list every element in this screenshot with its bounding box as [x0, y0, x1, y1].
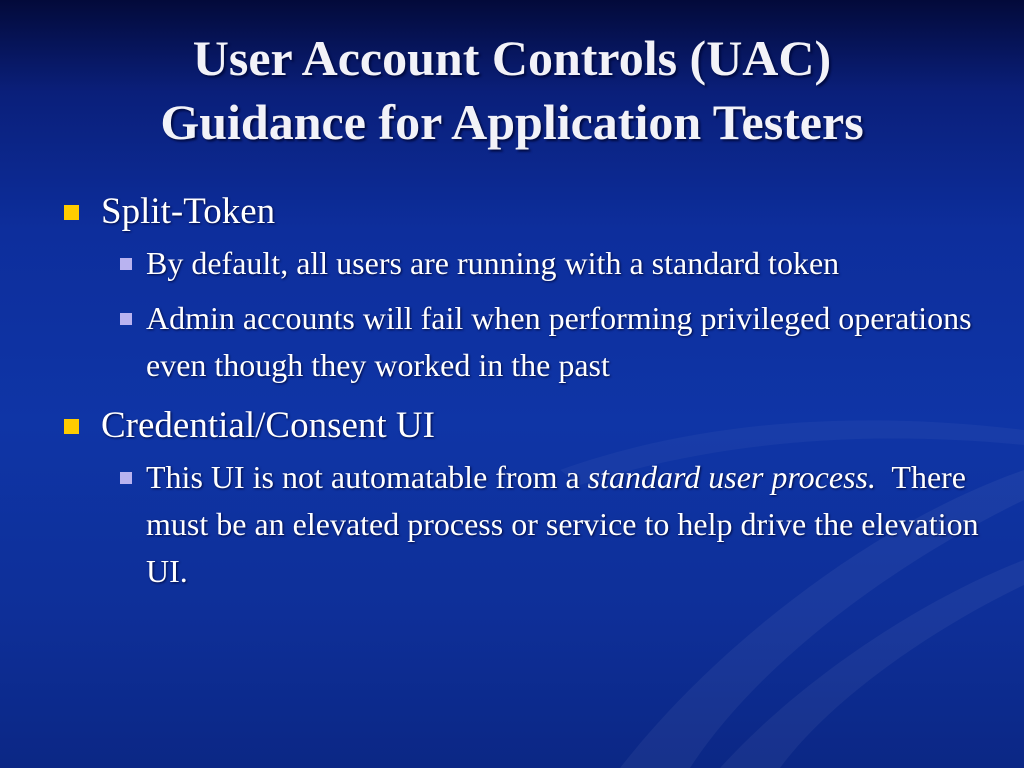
sub-bullet-text-italic: standard user process. — [587, 459, 876, 495]
slide-title — [0, 26, 1024, 154]
sub-bullet-text: By default, all users are running with a standard token — [146, 245, 840, 281]
sub-bullet-text: Admin accounts will fail when performing privileged operations even though they worked in the past — [146, 300, 972, 383]
square-bullet-icon — [120, 258, 132, 270]
sub-bullet-text-start: This UI is not automatable from a — [146, 459, 588, 495]
square-bullet-icon — [120, 472, 132, 484]
square-bullet-icon — [64, 205, 79, 220]
bullet-list — [62, 188, 987, 595]
bullet-credential-consent-ui — [62, 402, 982, 450]
title-line-2: Guidance for Application Testers — [160, 94, 864, 150]
square-bullet-icon — [120, 313, 132, 325]
title-line-1: User Account Controls (UAC) — [192, 30, 832, 86]
sub-bullet-automatable — [120, 454, 987, 595]
sub-bullet-admin-accounts — [120, 295, 982, 389]
bullet-text: Credential/Consent UI — [101, 405, 435, 446]
square-bullet-icon — [64, 419, 79, 434]
bullet-text: Split-Token — [101, 191, 276, 232]
bullet-split-token — [62, 188, 982, 236]
sub-bullet-text-end: There must be an elevated process or service to help drive the elevation UI. — [146, 459, 987, 589]
sub-bullet-standard-token — [120, 240, 982, 287]
